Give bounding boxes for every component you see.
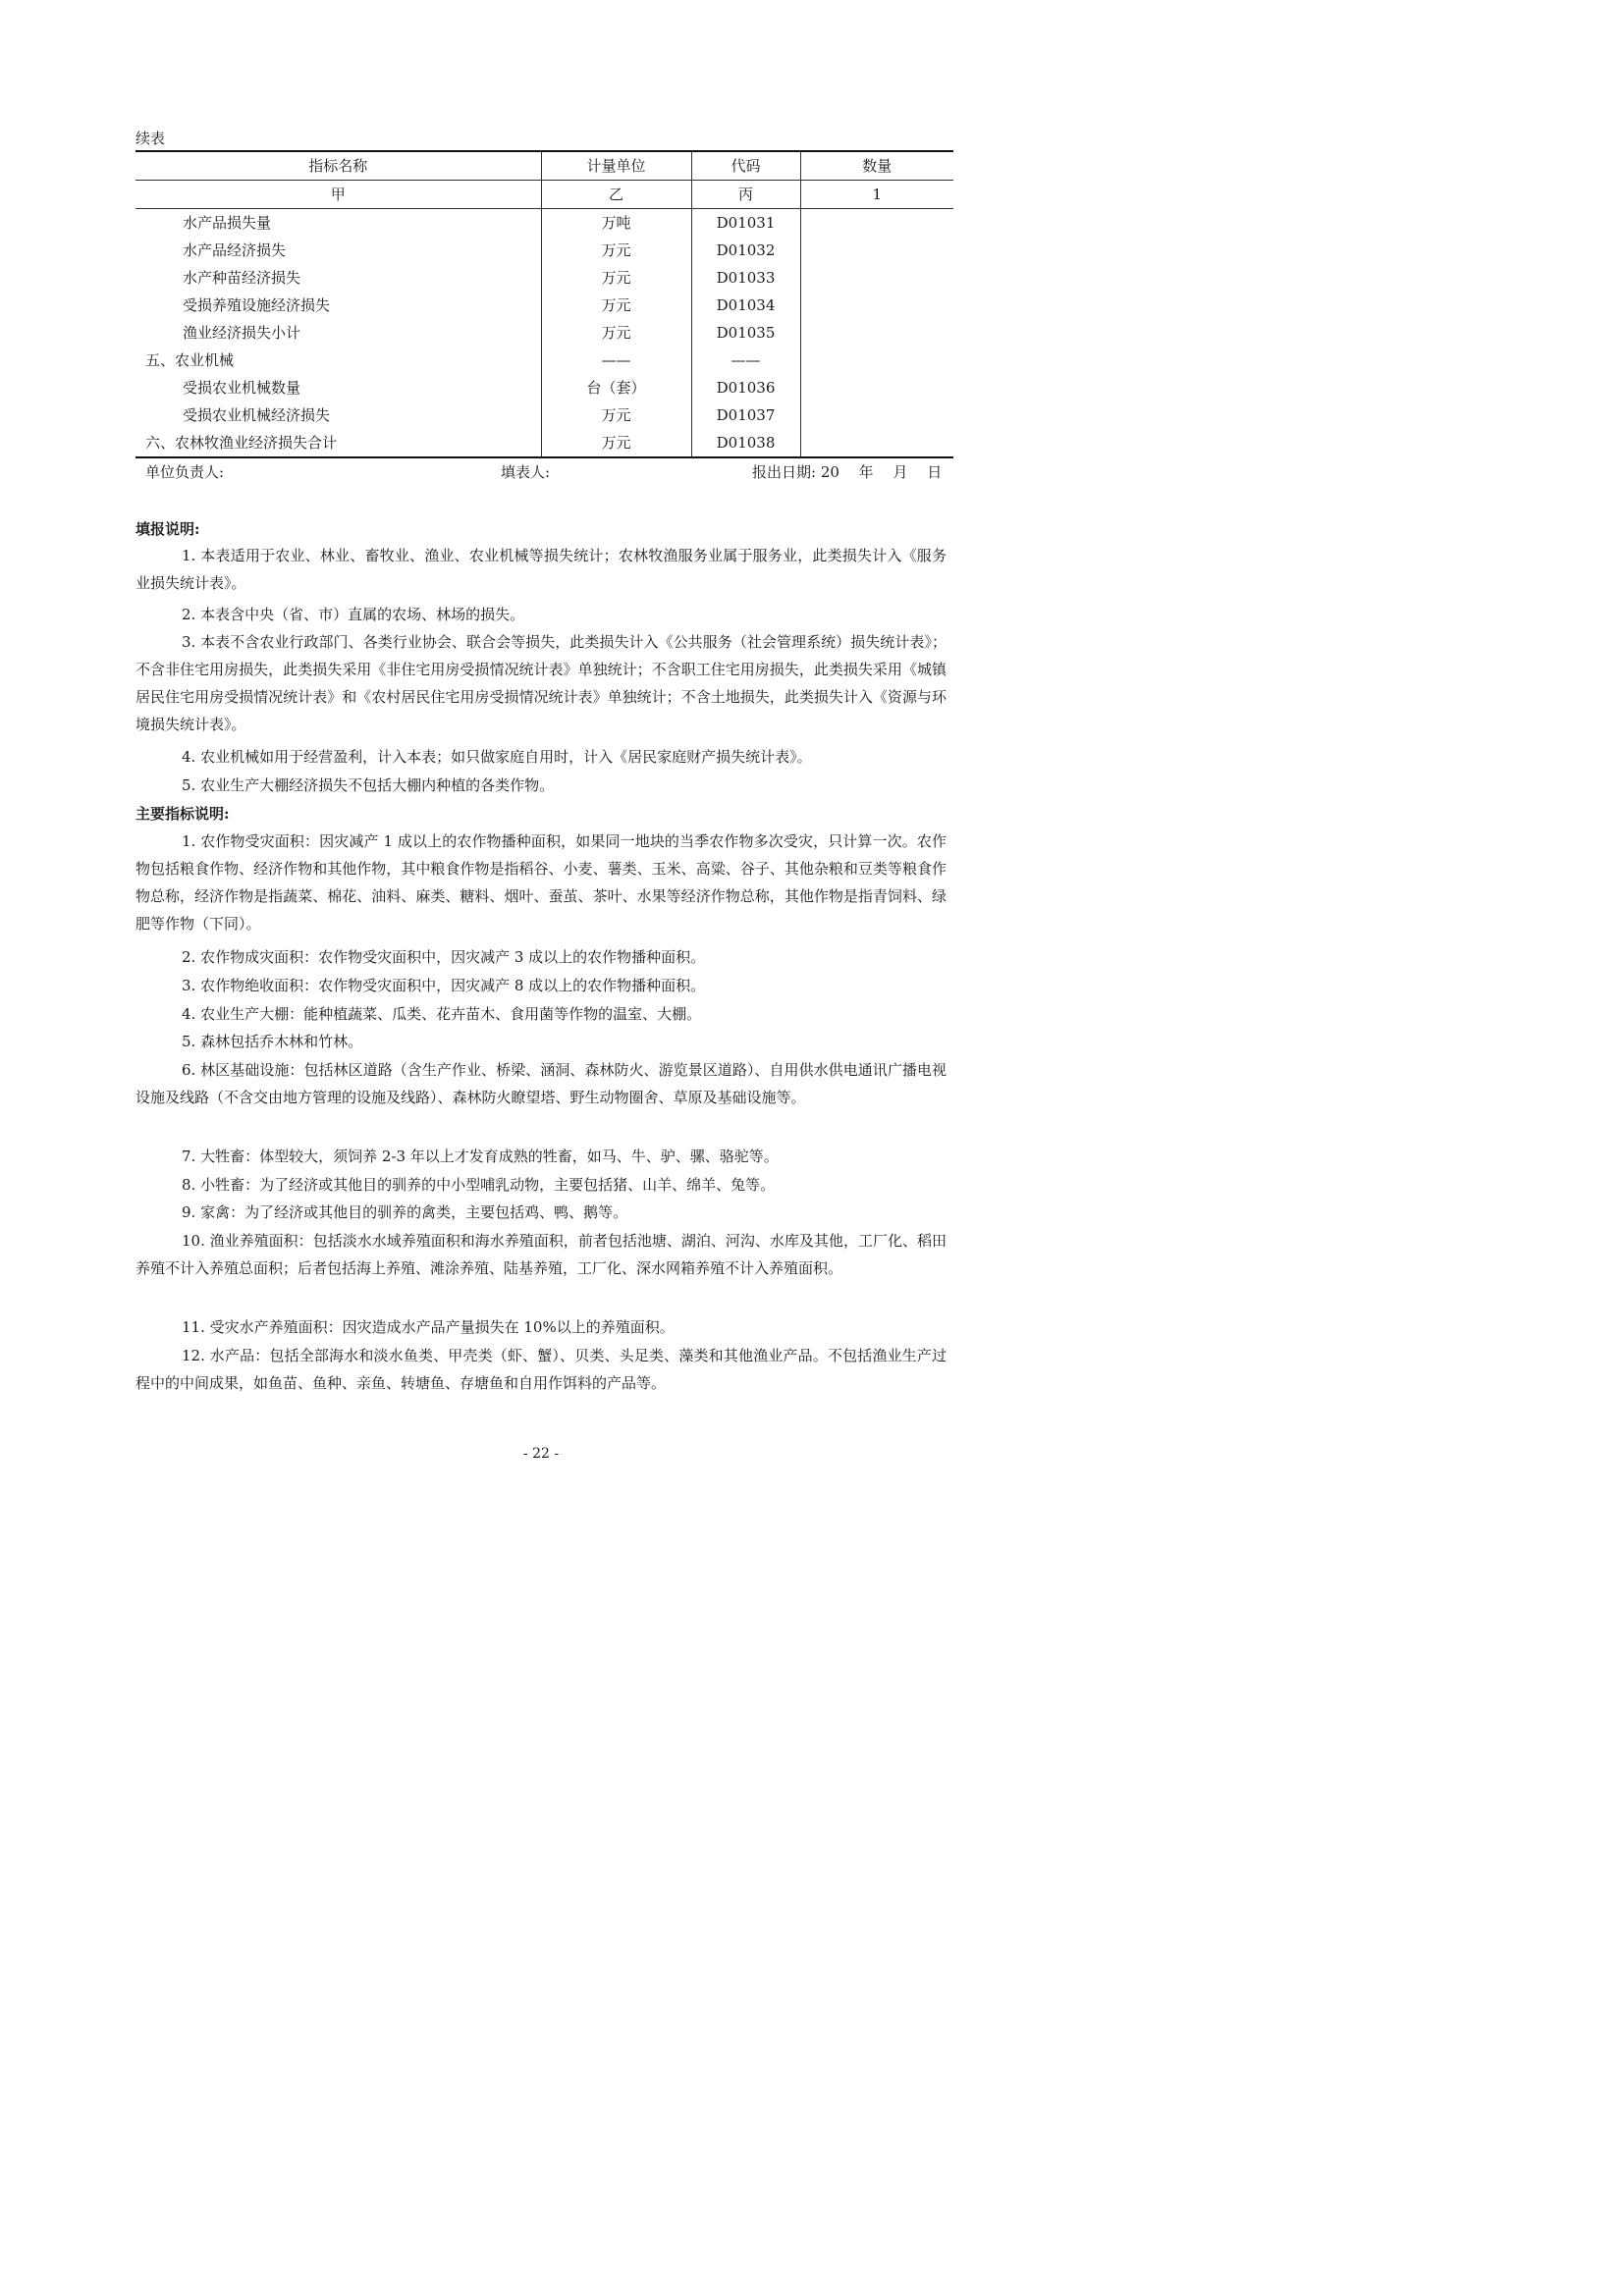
table-header-row (135, 151, 953, 181)
indicator-note-item: 5. 森林包括乔木林和竹林。 (182, 1033, 363, 1050)
row-name: 受损农业机械经济损失 (135, 401, 541, 429)
page-number: - 22 - (522, 1446, 560, 1462)
row-quantity-cell[interactable] (800, 264, 953, 292)
loss-statistics-table (135, 150, 953, 458)
indicator-note-item: 8. 小牲畜：为了经济或其他目的驯养的中小型哺乳动物，主要包括猪、山羊、绵羊、兔等。 (182, 1176, 776, 1194)
table-row (135, 319, 953, 347)
row-code: D01034 (691, 292, 800, 319)
table-row (135, 237, 953, 264)
row-unit: 万元 (541, 264, 691, 292)
filler-label: 填表人: (501, 463, 551, 481)
row-quantity-cell[interactable] (800, 374, 953, 401)
table-row (135, 264, 953, 292)
row-name: 水产品经济损失 (135, 237, 541, 264)
header-unit: 计量单位 (541, 151, 691, 181)
row-name: 水产品损失量 (135, 209, 541, 238)
row-name: 六、农林牧渔业经济损失合计 (135, 429, 541, 457)
row-quantity-cell[interactable] (800, 292, 953, 319)
row-unit: 台（套） (541, 374, 691, 401)
indicator-note-item: 6. 林区基础设施：包括林区道路（含生产作业、桥梁、涵洞、森林防火、游览景区道路）、自用供水供电通讯广播电视设施及线路（不含交由地方管理的设施及线路）、森林防火瞭望塔、野生动物圈舍、草原及基础设施等。 (135, 1061, 947, 1106)
row-unit: 万元 (541, 292, 691, 319)
fill-instruction-item: 4. 农业机械如用于经营盈利，计入本表；如只做家庭自用时，计入《居民家庭财产损失统计表》。 (182, 748, 812, 766)
row-quantity-cell[interactable] (800, 401, 953, 429)
row-name: 受损养殖设施经济损失 (135, 292, 541, 319)
continued-label: 续表 (135, 130, 166, 147)
row-name: 受损农业机械数量 (135, 374, 541, 401)
row-name: 五、农业机械 (135, 347, 541, 374)
indicator-note-item: 11. 受灾水产养殖面积：因灾造成水产品产量损失在 10%以上的养殖面积。 (182, 1318, 675, 1336)
row-unit: 万吨 (541, 209, 691, 238)
row-name: 渔业经济损失小计 (135, 319, 541, 347)
subheader-quantity: 1 (800, 181, 953, 209)
row-quantity-cell[interactable] (800, 347, 953, 374)
row-unit: 万元 (541, 429, 691, 457)
table-row (135, 209, 953, 238)
indicator-note-item: 4. 农业生产大棚：能种植蔬菜、瓜类、花卉苗木、食用菌等作物的温室、大棚。 (182, 1005, 702, 1023)
indicator-notes-title: 主要指标说明: (135, 805, 230, 823)
document-page (0, 0, 1082, 1530)
row-code: D01036 (691, 374, 800, 401)
fill-instruction-item: 5. 农业生产大棚经济损失不包括大棚内种植的各类作物。 (182, 776, 555, 794)
table-row (135, 401, 953, 429)
fill-instruction-item: 2. 本表含中央（省、市）直属的农场、林场的损失。 (182, 606, 525, 623)
row-unit: —— (541, 347, 691, 374)
table-row (135, 292, 953, 319)
indicator-note-item: 1. 农作物受灾面积：因灾减产 1 成以上的农作物播种面积，如果同一地块的当季农作物多次受灾，只计算一次。农作物包括粮食作物、经济作物和其他作物，其中粮食作物是指稻谷、小麦、薯类、玉米、高粱、谷子、其他杂粮和豆类等粮食作物总称，经济作物是指蔬菜、棉花、油料、麻类、糖料、烟叶、蚕茧、茶叶、水果等经济作物总称，其他作物是指青饲料、绿肥等作物（下同）。 (135, 832, 947, 933)
row-name: 水产种苗经济损失 (135, 264, 541, 292)
header-code: 代码 (691, 151, 800, 181)
table-subheader-row (135, 181, 953, 209)
row-quantity-cell[interactable] (800, 209, 953, 238)
indicator-note-item: 12. 水产品：包括全部海水和淡水鱼类、甲壳类（虾、蟹）、贝类、头足类、藻类和其他渔业产品。不包括渔业生产过程中的中间成果，如鱼苗、鱼种、亲鱼、转塘鱼、存塘鱼和自用作饵料的产品等。 (135, 1347, 947, 1392)
row-quantity-cell[interactable] (800, 237, 953, 264)
row-code: D01038 (691, 429, 800, 457)
indicator-note-item: 9. 家禽：为了经济或其他目的驯养的禽类，主要包括鸡、鸭、鹅等。 (182, 1203, 628, 1221)
table-row (135, 347, 953, 374)
row-unit: 万元 (541, 401, 691, 429)
report-date-label: 报出日期: 20 年 月 日 (752, 463, 943, 481)
fill-instruction-item: 1. 本表适用于农业、林业、畜牧业、渔业、农业机械等损失统计；农林牧渔服务业属于服务业，此类损失计入《服务业损失统计表》。 (135, 547, 947, 592)
row-quantity-cell[interactable] (800, 429, 953, 457)
row-unit: 万元 (541, 237, 691, 264)
indicator-note-item: 3. 农作物绝收面积：农作物受灾面积中，因灾减产 8 成以上的农作物播种面积。 (182, 977, 706, 994)
row-code: —— (691, 347, 800, 374)
indicator-note-item: 10. 渔业养殖面积：包括淡水水域养殖面积和海水养殖面积，前者包括池塘、湖泊、河沟、水库及其他，工厂化、稻田养殖不计入养殖总面积；后者包括海上养殖、滩涂养殖、陆基养殖，工厂化、深水网箱养殖不计入养殖面积。 (135, 1232, 947, 1277)
row-code: D01035 (691, 319, 800, 347)
indicator-note-item: 2. 农作物成灾面积：农作物受灾面积中，因灾减产 3 成以上的农作物播种面积。 (182, 948, 706, 966)
table-row (135, 429, 953, 457)
row-code: D01032 (691, 237, 800, 264)
unit-head-label: 单位负责人: (145, 463, 225, 481)
indicator-note-item: 7. 大牲畜：体型较大，须饲养 2-3 年以上才发育成熟的牲畜，如马、牛、驴、骡、骆驼等。 (182, 1148, 779, 1165)
fill-instruction-item: 3. 本表不含农业行政部门、各类行业协会、联合会等损失，此类损失计入《公共服务（社会管理系统）损失统计表》；不含非住宅用房损失，此类损失采用《非住宅用房受损情况统计表》单独统计；不含职工住宅用房损失，此类损失采用《城镇居民住宅用房受损情况统计表》和《农村居民住宅用房受损情况统计表》单独统计；不含土地损失，此类损失计入《资源与环境损失统计表》。 (135, 633, 947, 733)
row-unit: 万元 (541, 319, 691, 347)
row-code: D01037 (691, 401, 800, 429)
subheader-code: 丙 (691, 181, 800, 209)
row-code: D01033 (691, 264, 800, 292)
header-indicator-name: 指标名称 (135, 151, 541, 181)
table-row (135, 374, 953, 401)
row-code: D01031 (691, 209, 800, 238)
header-quantity: 数量 (800, 151, 953, 181)
subheader-indicator-name: 甲 (135, 181, 541, 209)
fill-instructions-title: 填报说明: (135, 520, 200, 538)
row-quantity-cell[interactable] (800, 319, 953, 347)
subheader-unit: 乙 (541, 181, 691, 209)
